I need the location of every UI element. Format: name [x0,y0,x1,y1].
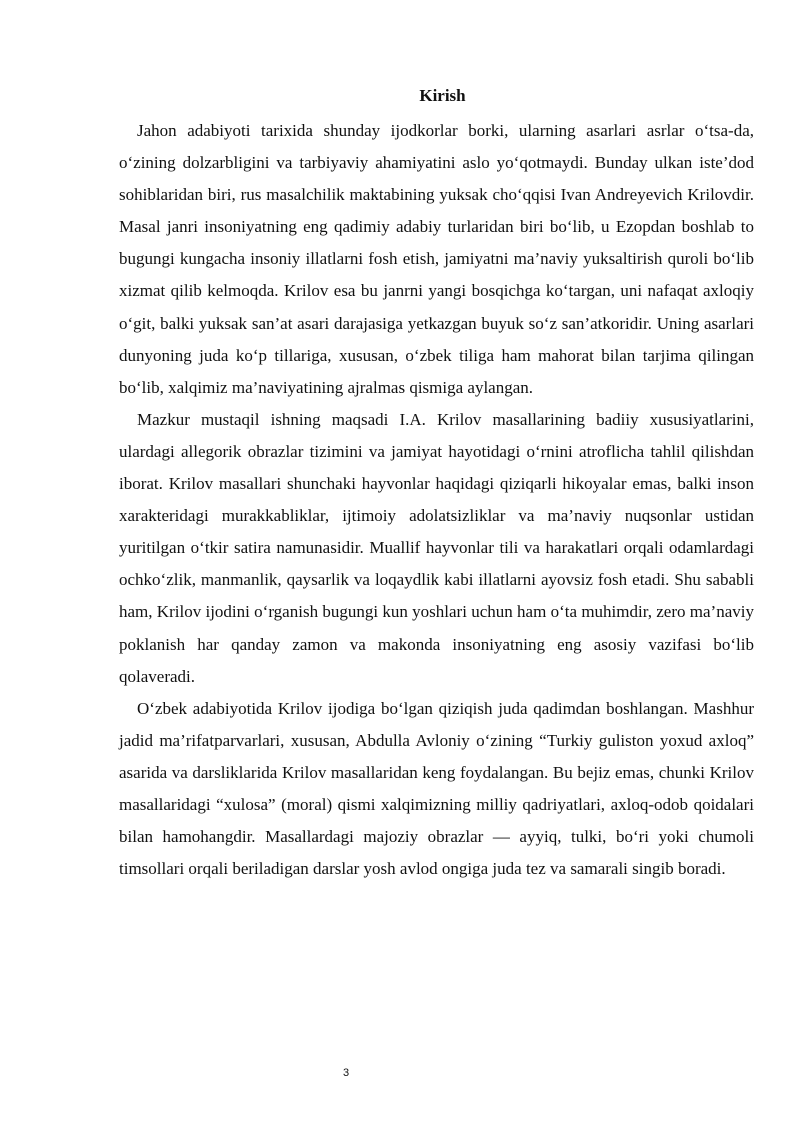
paragraph-3: O‘zbek adabiyotida Krilov ijodiga bo‘lgan qiziqish juda qadimdan boshlangan. Mashhur jadid ma’rifatparvarlari, xususan, Abdulla Avloniy o‘zining “Turkiy guliston yoxud axloq” asarida va darsliklarida Krilov masallaridan keng foydalangan. Bu bejiz emas, chunki Krilov masallaridagi “xulosa” (moral) qismi xalqimizning milliy qadriyatlari, axloq-odob qoidalari bilan hamohangdir. Masallardagi majoziy obrazlar — ayyiq, tulki, bo‘ri yoki chumoli timsollari orqali beriladigan darslar yosh avlod ongiga juda tez va samarali singib boradi. [119,698,754,879]
page-title: Kirish [419,86,466,105]
body-text [119,115,754,885]
paragraph-1: Jahon adabiyoti tarixida shunday ijodkorlar borki, ularning asarlari asrlar o‘tsa-da, o‘zining dolzarbligini va tarbiyaviy ahamiyatini aslo yo‘qotmaydi. Bunday ulkan iste’dod sohiblaridan biri, rus masalchilik maktabining yuksak cho‘qqisi Ivan Andreyevich Krilovdir. Masal janri insoniyatning eng qadimiy adabiy turlaridan biri bo‘lib, u Ezopdan boshlab to bugungi kungacha insoniy illatlarni fosh etish, jamiyatni ma’naviy yuksaltirish quroli bo‘lib xizmat qilib kelmoqda. Krilov esa bu janrni yangi bosqichga ko‘targan, uni nafaqat axloqiy o‘git, balki yuksak san’at asari darajasiga yetkazgan buyuk so‘z san’atkoridir. Uning asarlari dunyoning juda ko‘p tillariga, xususan, o‘zbek tiliga ham mahorat bilan tarjima qilingan bo‘lib, xalqimiz ma’naviyatining ajralmas qismiga aylangan. [119,121,754,397]
paragraph-2: Mazkur mustaqil ishning maqsadi I.A. Krilov masallarining badiiy xususiyatlarini, ulardagi allegorik obrazlar tizimini va jamiyat hayotidagi o‘rnini atroflicha tahlil qilishdan iborat. Krilov masallari shunchaki hayvonlar haqidagi qiziqarli hikoyalar emas, balki inson xarakteridagi murakkabliklar, ijtimoiy adolatsizliklar va ma’naviy nuqsonlar ustidan yuritilgan o‘tkir satira namunasidir. Muallif hayvonlar tili va harakatlari orqali odamlardagi ochko‘zlik, manmanlik, qaysarlik va loqaydlik kabi illatlarni ayovsiz fosh etadi. Shu sababli ham, Krilov ijodini o‘rganish bugungi kun yoshlari uchun ham o‘ta muhimdir, zero ma’naviy poklanish har qanday zamon va makonda insoniyatning eng asosiy vazifasi bo‘lib qolaveradi. [119,409,754,686]
page-number: 3 [342,1067,350,1079]
